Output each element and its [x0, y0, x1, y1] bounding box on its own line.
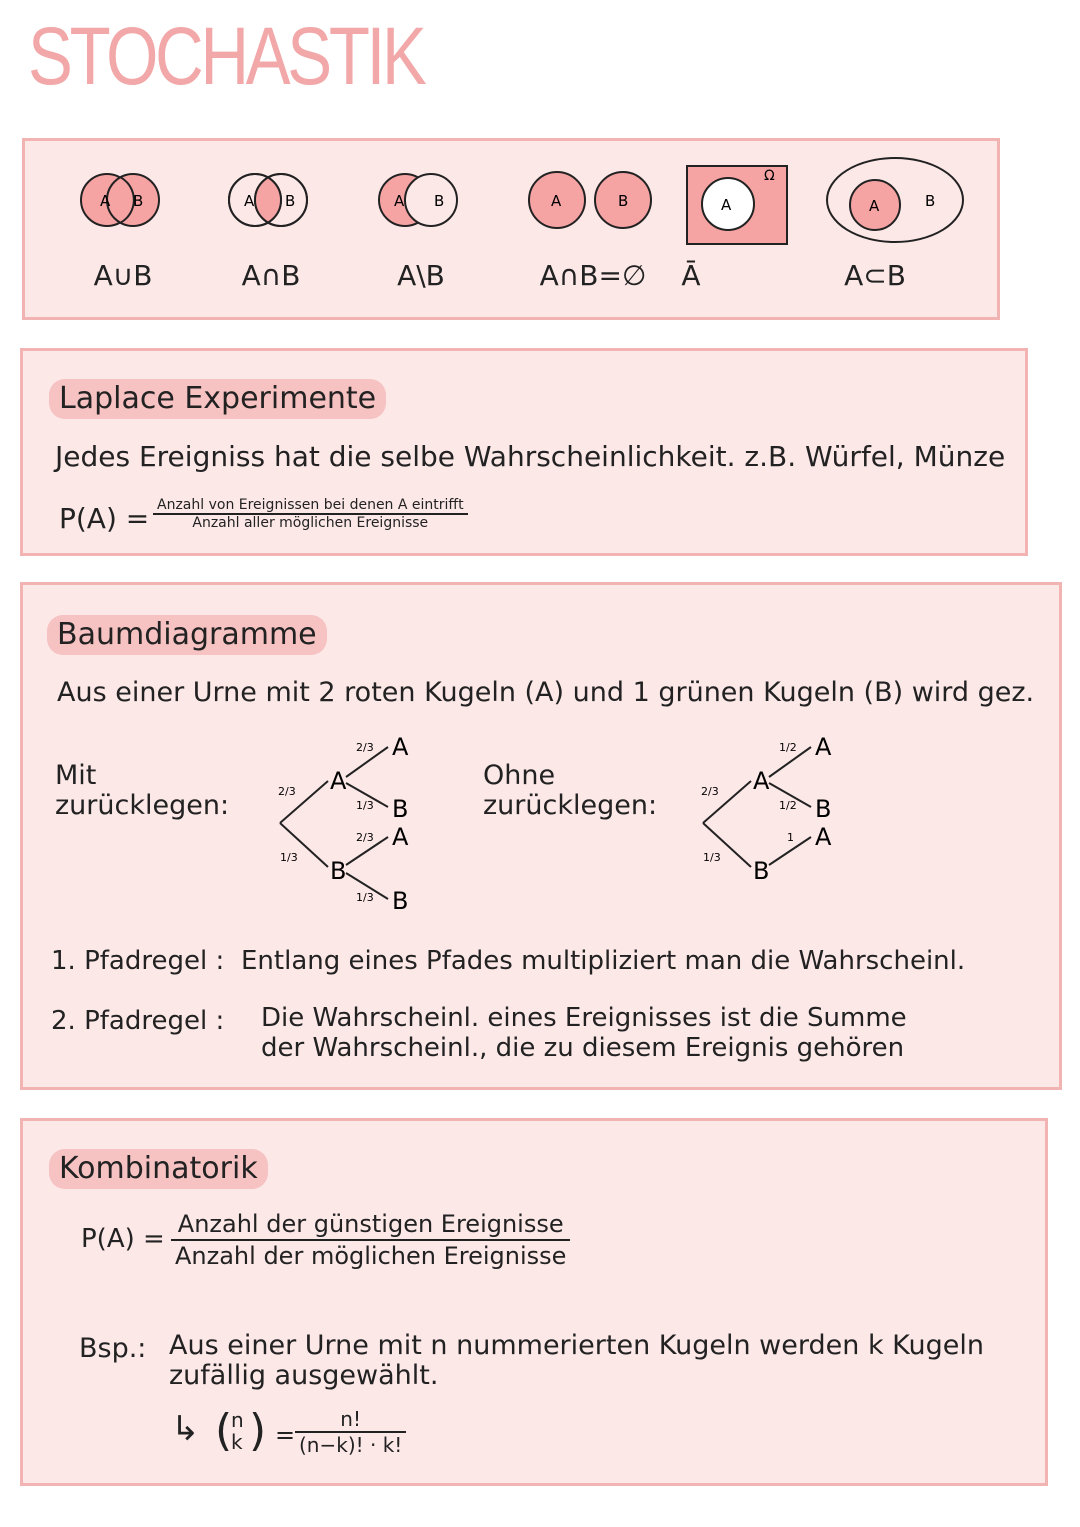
laplace-fraction [153, 497, 468, 531]
svg-text:1/2: 1/2 [779, 741, 797, 754]
venn-union [81, 174, 159, 226]
venn-disjoint [529, 172, 651, 228]
binomial-result [295, 1407, 406, 1457]
rule1-text: Entlang eines Pfades multipliziert man die Wahrscheinl. [241, 946, 966, 976]
result-denominator: (n−k)! · k! [299, 1433, 403, 1457]
svg-text:B: B [815, 795, 832, 823]
tree-ohne-zuruecklegen [691, 733, 871, 883]
kombi-box: Kombinatorik P(A) = Anzahl der günstigen Ereignisse Anzahl der möglichen Ereignisse Bsp.: Aus einer Urne mit n nummerierten Kugeln werden k Kugeln zufällig ausgewählt. ↳ ( n k ) = $\frac{n!}{(n-k)! \cdot k!}$ [20, 1118, 1048, 1486]
venn-caption-disjoint: A∩B=∅ [539, 259, 647, 292]
kombi-heading: Kombinatorik [49, 1149, 268, 1189]
baum-box [20, 582, 1062, 1090]
svg-text:A: A [394, 192, 405, 210]
svg-text:A: A [869, 197, 880, 215]
mit-label-2: zurücklegen: [55, 790, 230, 821]
svg-text:2/3: 2/3 [701, 785, 719, 798]
rule2-text1: Die Wahrscheinl. eines Ereignisses ist die Summe [261, 1003, 907, 1033]
venn-subset [827, 158, 963, 242]
kombi-denominator: Anzahl der möglichen Ereignisse [175, 1242, 567, 1270]
node-bb: B [392, 887, 409, 913]
laplace-formula-lhs: P(A) = [59, 502, 150, 535]
laplace-box [20, 348, 1028, 556]
node-ab: B [392, 795, 409, 823]
rule2-label: 2. Pfadregel : [51, 1006, 225, 1036]
prob-bb: 1/3 [356, 891, 374, 904]
binom-k: k [231, 1430, 243, 1454]
equals-sign: = [275, 1421, 296, 1449]
svg-text:A: A [721, 196, 732, 214]
ohne-label-2: zurücklegen: [483, 790, 658, 821]
bsp-text1: Aus einer Urne mit n nummerierten Kugeln werden k Kugeln [169, 1330, 984, 1361]
venn-caption-difference: A\B [397, 259, 445, 292]
svg-text:1/3: 1/3 [703, 851, 721, 864]
node-a: A [330, 767, 347, 795]
prob-a: 2/3 [278, 785, 296, 798]
svg-text:A: A [815, 733, 832, 761]
svg-text:1/2: 1/2 [779, 799, 797, 812]
svg-text:A: A [244, 192, 255, 210]
ohne-label-1: Ohne [483, 760, 556, 791]
laplace-numerator: Anzahl von Ereignissen bei denen A eintrifft [153, 497, 468, 515]
venn-label-b: B [133, 192, 144, 210]
svg-text:B: B [434, 192, 445, 210]
venn-label-a: A [100, 192, 111, 210]
svg-text:Ω: Ω [764, 168, 775, 184]
svg-text:B: B [925, 192, 936, 210]
venn-caption-union: A∪B [93, 259, 153, 292]
venn-complement [687, 166, 787, 244]
svg-text:A: A [815, 823, 832, 851]
arrow-icon: ↳ [171, 1409, 200, 1449]
laplace-heading: Laplace Experimente [49, 379, 386, 419]
mit-label-1: Mit [55, 760, 97, 791]
baum-text: Aus einer Urne mit 2 roten Kugeln (A) und 1 grünen Kugeln (B) wird gez. [57, 677, 1035, 708]
kombi-formula-lhs: P(A) = [81, 1224, 165, 1254]
prob-ba: 2/3 [356, 831, 374, 844]
prob-ab: 1/3 [356, 799, 374, 812]
venn-caption-subset: A⊂B [844, 259, 906, 292]
kombi-fraction [171, 1209, 570, 1271]
venn-difference [379, 174, 457, 226]
svg-text:A: A [753, 767, 770, 795]
svg-text:B: B [285, 192, 296, 210]
rule1-label: 1. Pfadregel : [51, 946, 225, 976]
baum-heading: Baumdiagramme [47, 615, 327, 655]
venn-box [22, 138, 1000, 320]
venn-intersection [229, 174, 307, 226]
page-title: STOCHASTIK [28, 11, 424, 102]
result-numerator: n! [295, 1407, 406, 1433]
venn-caption-complement: Ā [681, 259, 701, 292]
svg-text:A: A [551, 192, 562, 210]
rule2-text2: der Wahrscheinl., die zu diesem Ereignis gehören [261, 1033, 905, 1063]
bsp-label: Bsp.: [79, 1333, 147, 1364]
svg-text:1: 1 [787, 831, 794, 844]
svg-text:B: B [753, 857, 770, 883]
laplace-denominator: Anzahl aller möglichen Ereignisse [192, 515, 429, 531]
svg-text:B: B [618, 192, 629, 210]
prob-aa: 2/3 [356, 741, 374, 754]
kombi-numerator: Anzahl der günstigen Ereignisse [171, 1209, 570, 1241]
node-aa: A [392, 733, 409, 761]
node-ba: A [392, 823, 409, 851]
laplace-text: Jedes Ereigniss hat die selbe Wahrscheinlichkeit. z.B. Würfel, Münze [55, 440, 1006, 473]
venn-caption-intersection: A∩B [241, 259, 301, 292]
node-b: B [330, 857, 347, 885]
binom-n: n [231, 1408, 244, 1432]
tree-mit-zuruecklegen [268, 733, 448, 913]
venn-diagrams [22, 138, 1000, 320]
prob-b: 1/3 [280, 851, 298, 864]
bsp-text2: zufällig ausgewählt. [169, 1360, 439, 1391]
